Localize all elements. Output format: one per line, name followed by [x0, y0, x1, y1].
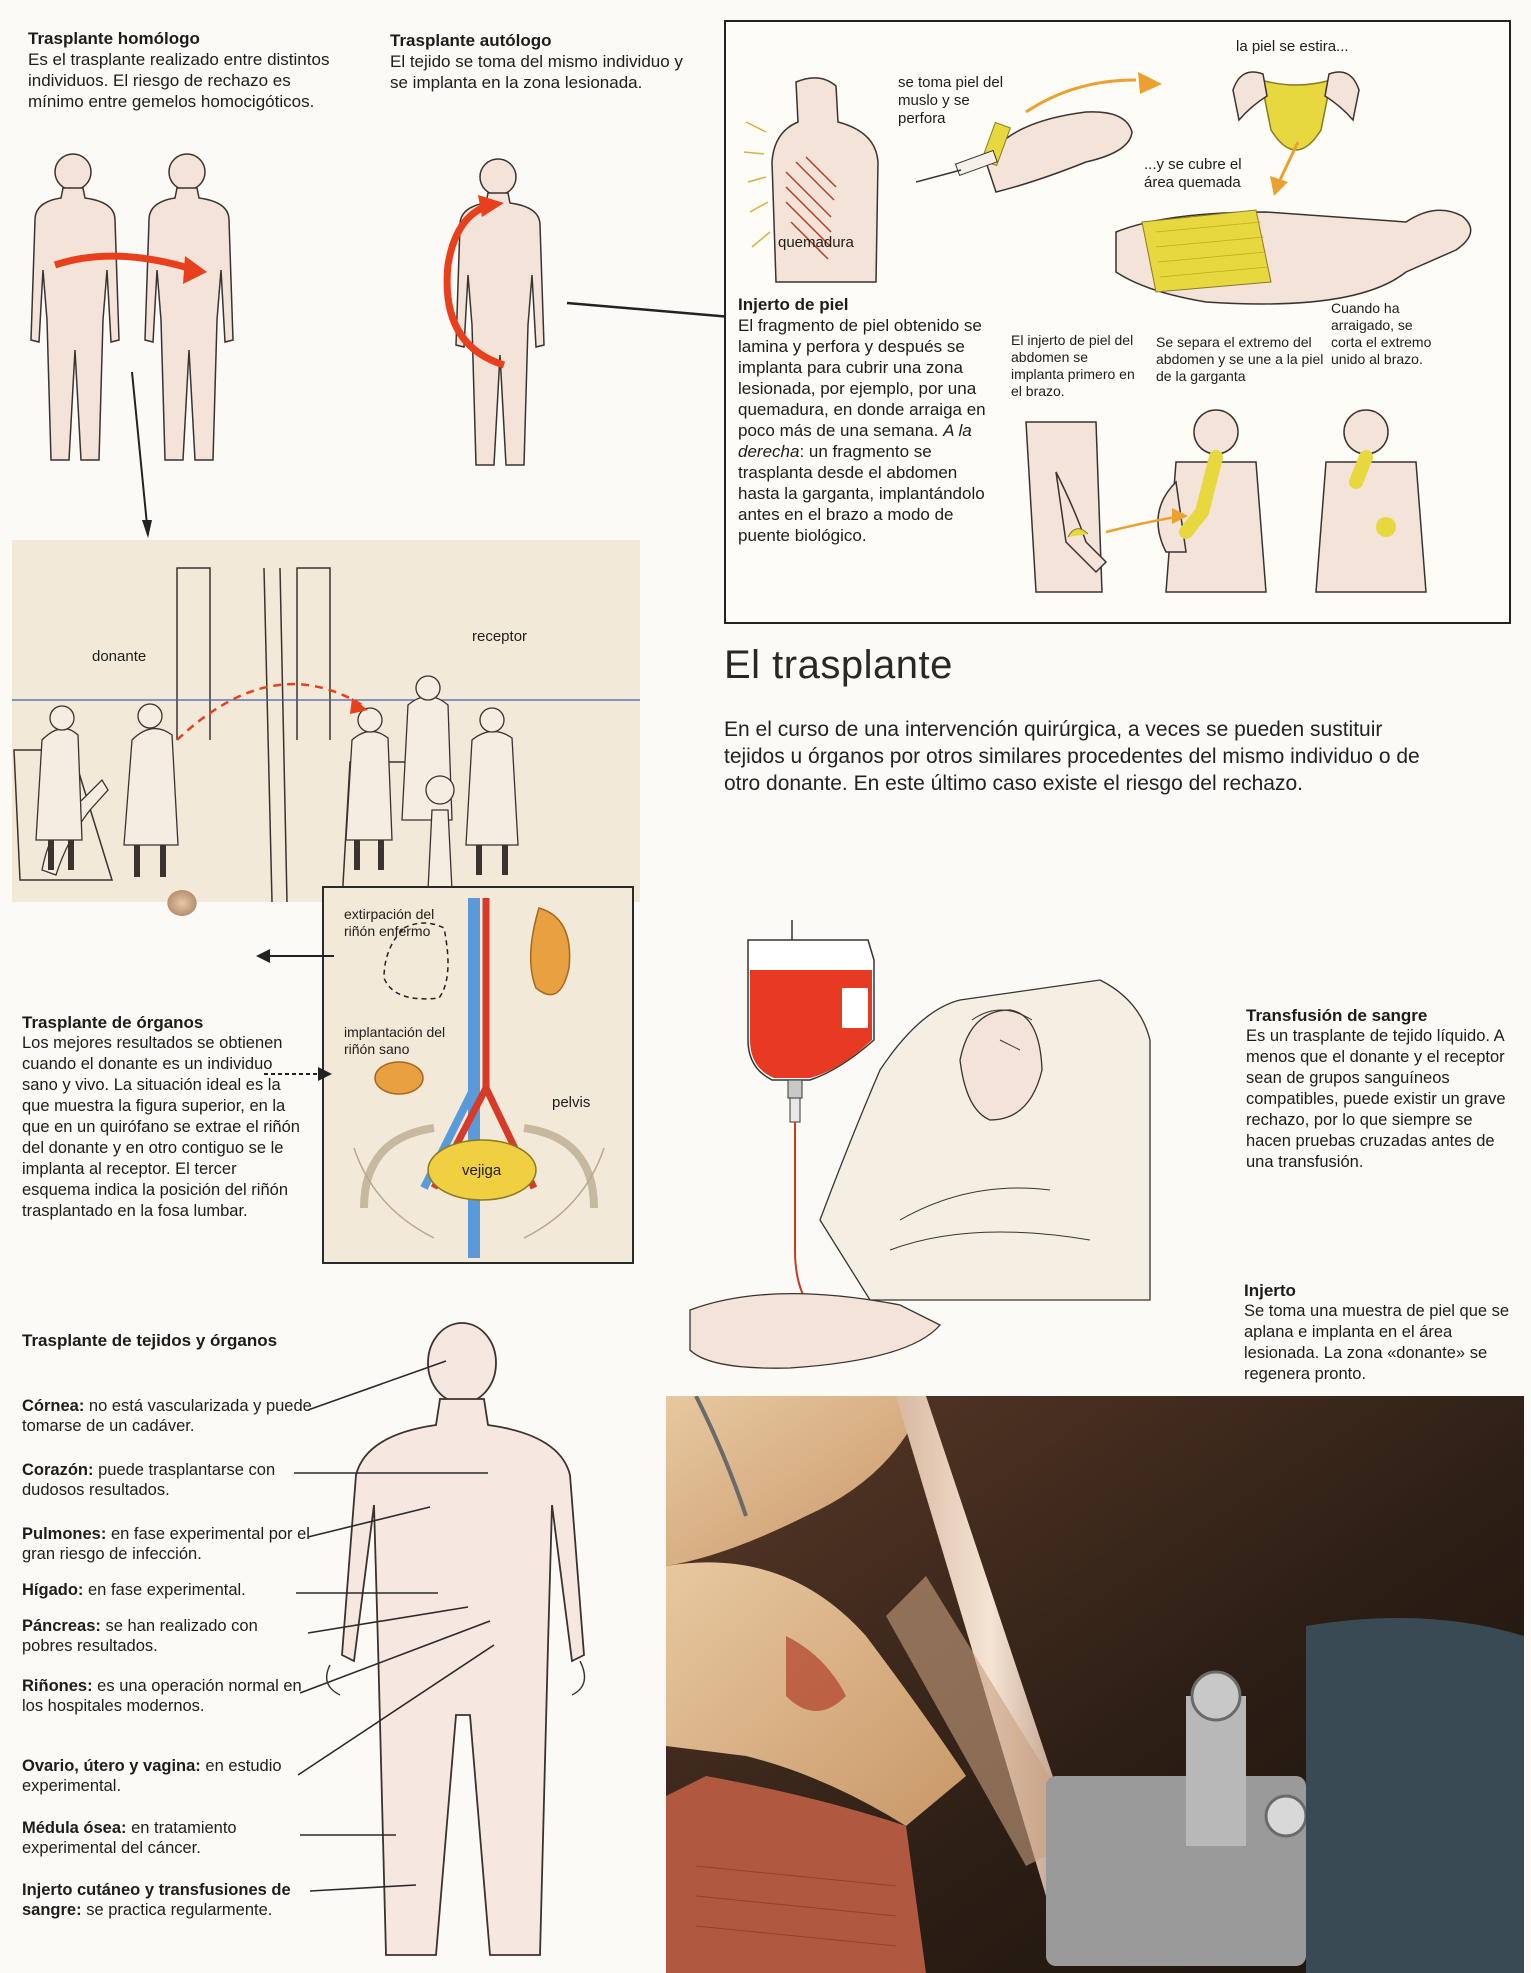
autologo-body: El tejido se toma del mismo individuo y se implanta en la zona lesionada.	[390, 52, 683, 92]
orange-arrow-2	[1266, 140, 1306, 200]
pointer-line-injerto	[565, 295, 735, 325]
paper-stain	[165, 888, 199, 918]
medula-label: Médula ósea:	[22, 1819, 127, 1837]
separa-label: Se separa el extremo del abdomen y se une a la piel de la garganta	[1156, 334, 1324, 384]
list-item-ovario	[22, 1756, 312, 1796]
corazon-text: puede trasplantarse con dudosos resultados.	[22, 1461, 276, 1499]
homologo-body: Es el trasplante realizado entre distintos individuos. El riesgo de rechazo es mínimo entre gemelos homocigóticos.	[28, 50, 330, 111]
kidney-illustration	[324, 888, 634, 1264]
list-item-pulmones	[22, 1524, 312, 1564]
quemadura-label: quemadura	[778, 234, 854, 251]
orange-arrow-1	[1136, 62, 1166, 102]
extirpacion-label: extirpación del riñón enfermo	[344, 906, 435, 939]
autologo-figure	[420, 155, 570, 475]
thigh-illustration	[916, 62, 1136, 202]
ovario-text: en estudio experimental.	[22, 1757, 282, 1795]
homologo-title: Trasplante homólogo	[28, 29, 200, 48]
lying-patient-illustration	[1106, 192, 1506, 342]
organos-section	[22, 1012, 302, 1222]
injerto-piel-italic: A la derecha	[738, 421, 972, 461]
organos-title: Trasplante de órganos	[22, 1013, 204, 1032]
list-item-rinones	[22, 1676, 312, 1716]
rinones-label: Riñones:	[22, 1677, 93, 1695]
list-item-corazon	[22, 1460, 312, 1500]
injerto-cutaneo-text: se practica regularmente.	[81, 1901, 273, 1919]
injerto-piel-box	[724, 20, 1511, 624]
dermatome-photo-illustration	[666, 1396, 1524, 1973]
autologo-section	[390, 30, 690, 93]
abdomen-graft-steps-illustration	[1016, 402, 1496, 617]
page-title: El trasplante	[724, 643, 953, 687]
estira-label: la piel se estira...	[1236, 38, 1349, 55]
blood-transfusion-illustration	[670, 920, 1160, 1370]
donante-label: donante	[92, 648, 147, 665]
dermatome-photo	[666, 1396, 1524, 1973]
body-outline-illustration	[290, 1315, 620, 1973]
receptor-label: receptor	[472, 628, 528, 645]
transfusion-section	[1246, 1005, 1516, 1173]
higado-text: en fase experimental.	[83, 1581, 246, 1599]
injerto-piel-rest: : un fragmento se trasplanta desde el abdomen hasta la garganta, implantándolo antes en el brazo a modo de puente biológico.	[738, 442, 985, 545]
list-item-injerto-cutaneo	[22, 1880, 312, 1920]
injerto-body: Se toma una muestra de piel que se aplana e implanta en el área lesionada. La zona «donante» se regenera pronto.	[1244, 1302, 1510, 1383]
arraigado-label: Cuando ha arraigado, se corta el extremo unido al brazo.	[1331, 300, 1432, 367]
injerto-piel-body: El fragmento de piel obtenido se lamina y perfora y después se implanta para cubrir una zona lesionada, por ejemplo, por una quemadura, en donde arraiga en poco más de una semana.	[738, 316, 986, 440]
cornea-text: no está vascularizada y puede tomarse de un cadáver.	[22, 1397, 312, 1435]
abdomen-label: El injerto de piel del abdomen se implanta primero en el brazo.	[1011, 332, 1135, 399]
pelvis-label: pelvis	[552, 1094, 591, 1111]
list-item-cornea	[22, 1396, 312, 1436]
pulmones-label: Pulmones:	[22, 1525, 107, 1543]
kidney-panel	[322, 886, 634, 1264]
extirpacion-arrow	[256, 946, 334, 966]
homologo-section	[28, 28, 338, 112]
pancreas-text: se han realizado con pobres resultados.	[22, 1617, 258, 1655]
transfusion-title: Transfusión de sangre	[1246, 1006, 1428, 1025]
implantacion-label: implantación del riñón sano	[344, 1024, 446, 1057]
cubre-label: ...y se cubre el área quemada	[1144, 156, 1242, 191]
injerto-title: Injerto	[1244, 1281, 1296, 1300]
medula-text: en tratamiento experimental del cáncer.	[22, 1819, 237, 1857]
injerto-cutaneo-label: Injerto cutáneo y transfusiones de sangre:	[22, 1881, 291, 1919]
pancreas-label: Páncreas:	[22, 1617, 101, 1635]
tejidos-title: Trasplante de tejidos y órganos	[22, 1331, 278, 1350]
vejiga-label: vejiga	[462, 1162, 502, 1179]
tejidos-section	[22, 1330, 282, 1351]
list-item-pancreas	[22, 1616, 312, 1656]
operating-rooms-panel	[12, 540, 640, 902]
injerto-piel-title: Injerto de piel	[738, 295, 849, 314]
transfusion-body: Es un trasplante de tejido líquido. A menos que el donante y el receptor sean de grupos sanguíneos compatibles, puede existir un grave rechazo, por lo que siempre se hacen pruebas cruzadas antes de una transfusión.	[1246, 1027, 1506, 1171]
pointer-line	[130, 370, 160, 540]
muslo-label: se toma piel del muslo y se perfora	[898, 74, 1004, 127]
higado-label: Hígado:	[22, 1581, 84, 1599]
cornea-label: Córnea:	[22, 1397, 85, 1415]
organos-body: Los mejores resultados se obtienen cuando el donante es un individuo sano y vivo. La situación ideal es la que muestra la figura superior, en la que en un quirófano se extrae el riñón del donante y en otro contiguo se le implanta al receptor. El tercer esquema indica la posición del riñón trasplantado en la fosa lumbar.	[22, 1034, 300, 1220]
autologo-title: Trasplante autólogo	[390, 31, 552, 50]
injerto-piel-text	[738, 294, 988, 546]
page-lead: En el curso de una intervención quirúrgica, a veces se pueden sustituir tejidos u órganos por otros similares procedentes del mismo individuo o de otro donante. En este último caso existe el riesgo del rechazo.	[724, 718, 1420, 795]
list-item-medula	[22, 1818, 312, 1858]
operating-rooms-illustration	[12, 540, 640, 902]
rinones-text: es una operación normal en los hospitales modernos.	[22, 1677, 302, 1715]
burned-back-illustration	[736, 62, 886, 302]
ovario-label: Ovario, útero y vagina:	[22, 1757, 201, 1775]
pulmones-text: en fase experimental por el gran riesgo de infección.	[22, 1525, 310, 1563]
list-item-higado	[22, 1580, 312, 1600]
corazon-label: Corazón:	[22, 1461, 94, 1479]
injerto-section	[1244, 1280, 1516, 1385]
